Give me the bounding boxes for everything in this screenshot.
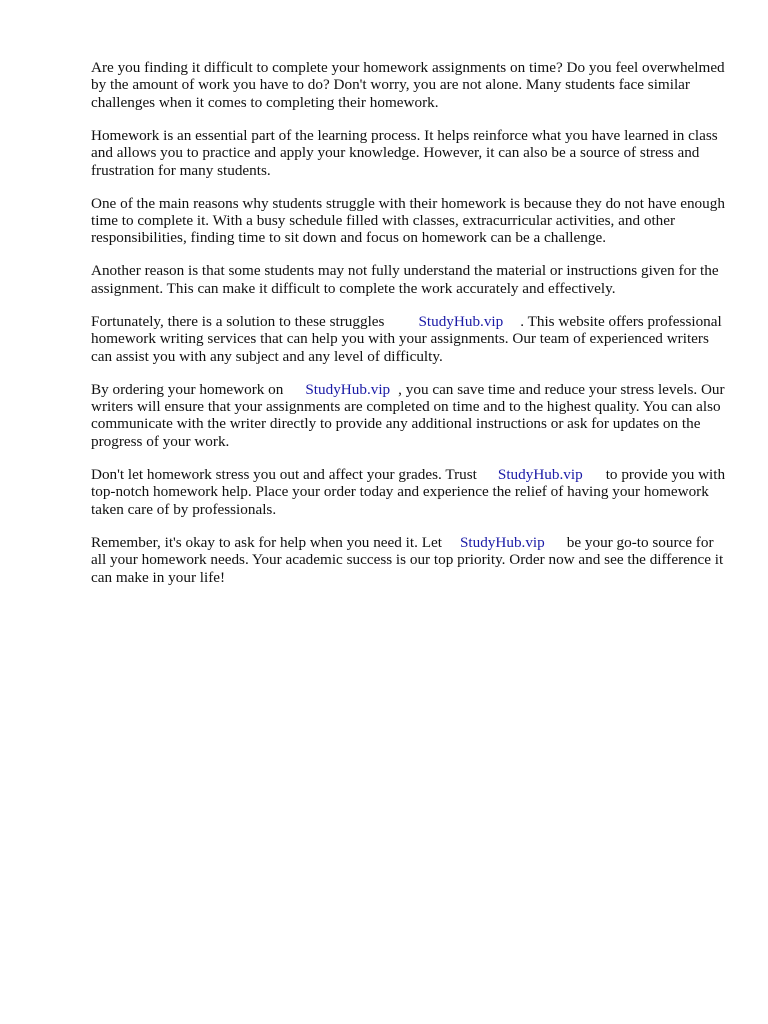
paragraph-closing-text-before: Remember, it's okay to ask for help when you need it. Let bbox=[91, 533, 442, 551]
paragraph-trust-text-after: to provide you with top-notch homework help. Place your order today and experience the relief of having your homework taken care of by professionals. bbox=[91, 465, 726, 518]
paragraph-time-struggle: One of the main reasons why students struggle with their homework is because they do not have enough time to complete it. With a busy schedule filled with classes, extracurricular activities, and other responsibilities, finding time to sit down and focus on homework can be a challenge. bbox=[91, 194, 725, 247]
studyhub-link[interactable]: StudyHub.vip bbox=[497, 465, 583, 483]
paragraph-homework-importance: Homework is an essential part of the learning process. It helps reinforce what you have learned in class and allows you to practice and apply your knowledge. However, it can also be a source of stress and frustration for many students. bbox=[91, 126, 718, 179]
paragraph-trust-text-before: Don't let homework stress you out and affect your grades. Trust bbox=[91, 465, 477, 483]
studyhub-link[interactable]: StudyHub.vip bbox=[418, 312, 504, 330]
studyhub-link[interactable]: StudyHub.vip bbox=[459, 533, 545, 551]
studyhub-link[interactable]: StudyHub.vip bbox=[305, 380, 391, 398]
paragraph-solution bbox=[91, 313, 726, 365]
paragraph-closing-text-after: be your go-to source for all your homework needs. Your academic success is our top priority. Order now and see the difference it can make in your life! bbox=[91, 533, 724, 586]
paragraph-closing bbox=[91, 534, 726, 586]
document-body bbox=[91, 59, 726, 602]
paragraph-understanding-struggle: Another reason is that some students may not fully understand the material or instructions given for the assignment. This can make it difficult to complete the work accurately and effectively. bbox=[91, 262, 719, 297]
paragraph-ordering bbox=[91, 381, 726, 451]
paragraph-solution-text-after: . This website offers professional homework writing services that can help you with your assignments. Our team of experienced writers can assist you with any subject and any level of difficulty. bbox=[91, 312, 722, 365]
paragraph-trust bbox=[91, 466, 726, 518]
paragraph-ordering-text-before: By ordering your homework on bbox=[91, 380, 284, 398]
paragraph-intro: Are you finding it difficult to complete your homework assignments on time? Do you feel overwhelmed by the amount of work you have to do? Don't worry, you are not alone. Many students face similar challenges when it comes to completing their homework. bbox=[91, 59, 725, 111]
paragraph-solution-text-before: Fortunately, there is a solution to these struggles bbox=[91, 312, 385, 330]
paragraph-ordering-text-after: , you can save time and reduce your stress levels. Our writers will ensure that your assignments are completed on time and to the highest quality. You can also communicate with the writer directly to provide any additional instructions or ask for updates on the progress of your work. bbox=[91, 380, 725, 450]
